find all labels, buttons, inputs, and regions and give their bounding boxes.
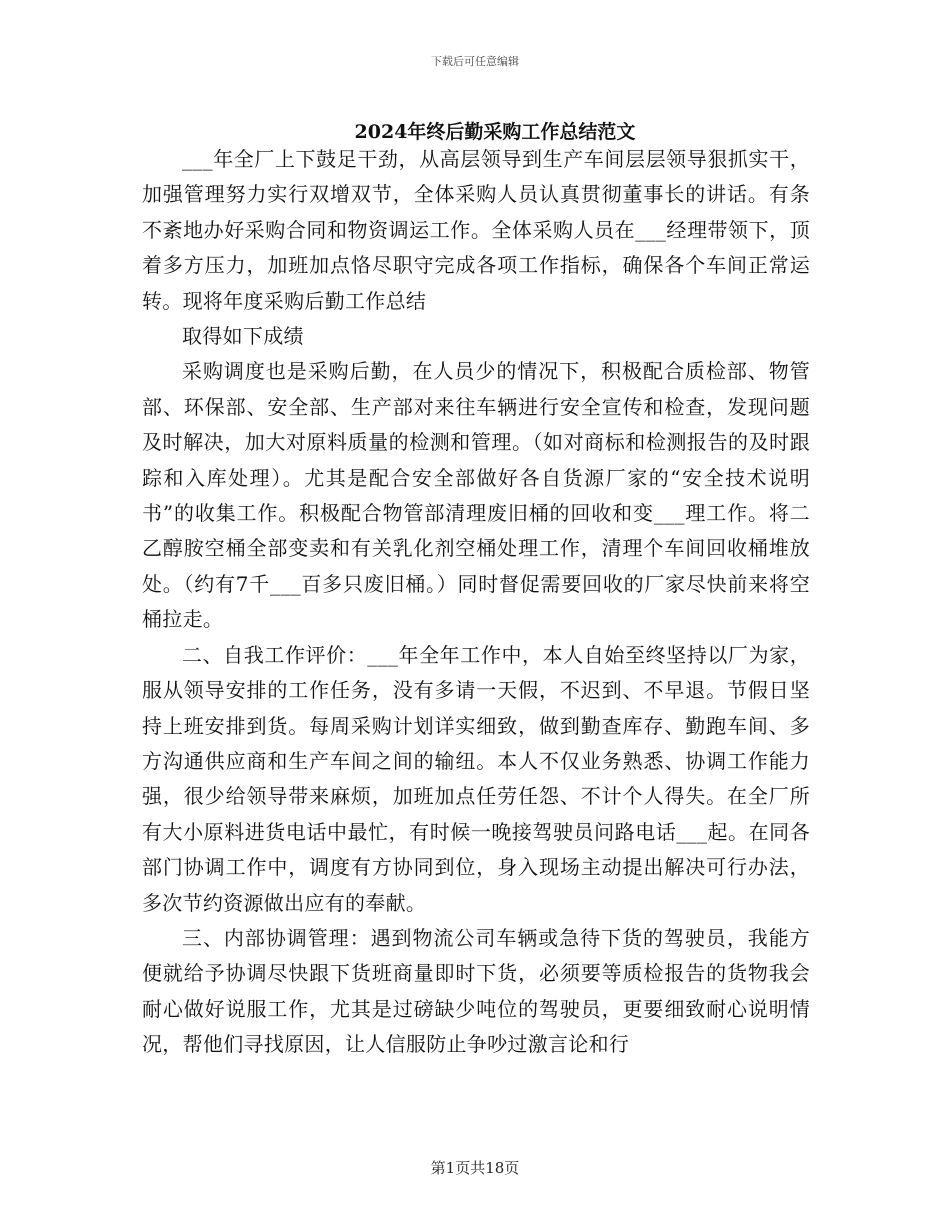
paragraph-internal-coordination: 三、内部协调管理：遇到物流公司车辆或急待下货的驾驶员，我能方便就给予协调尽快跟下货班商量即时下货，必须要等质检报告的货物我会耐心做好说服工作，尤其是过磅缺少吨位的驾驶员，更要细致耐心说明情况，帮他们寻找原因，让人信服防止争吵过激言论和行 (142, 925, 810, 1057)
paragraph-self-evaluation: 二、自我工作评价：___年全年工作中，本人自始至终坚持以厂为家，服从领导安排的工作任务，没有多请一天假，不迟到、不早退。节假日坚持上班安排到货。每周采购计划详实细致，做到勤查库存、勤跑车间、多方沟通供应商和生产车间之间的输纽。本人不仅业务熟悉、协调工作能力强，很少给领导带来麻烦，加班加点任劳任怨、不计个人得失。在全厂所有大小原料进货电话中最忙，有时候一晚接驾驶员问路电话___起。在同各部门协调工作中，调度有方协同到位，身入现场主动提出解决可行办法，多次节约资源做出应有的奉献。 (142, 642, 810, 915)
paragraph-intro: ___年全厂上下鼓足干劲，从高层领导到生产车间层层领导狠抓实干，加强管理努力实行双增双节，全体采购人员认真贯彻董事长的讲话。有条不紊地办好采购合同和物资调运工作。全体采购人员在___经理带领下，顶着多方压力，加班加点恪尽职守完成各项工作指标，确保各个车间正常运转。现将年度采购后勤工作总结 (142, 147, 810, 313)
paragraph-procurement-dispatch: 采购调度也是采购后勤，在人员少的情况下，积极配合质检部、物管部、环保部、安全部、生产部对来往车辆进行安全宣传和检查，发现问题及时解决，加大对原料质量的检测和管理。（如对商标和检测报告的及时跟踪和入库处理）。尤其是配合安全部做好各自货源厂家的“安全技术说明书”的收集工作。积极配合物管部清理废旧桶的回收和变___理工作。将二乙醇胺空桶全部变卖和有关乳化剂空桶处理工作，清理个车间回收桶堆放处。（约有7千___百多只废旧桶。）同时督促需要回收的厂家尽快前来将空桶拉走。 (142, 359, 810, 632)
document-body (142, 142, 810, 1063)
page-header-note: 下载后可任意编辑 (431, 55, 519, 68)
document-title: 2024年终后勤采购工作总结范文 (354, 121, 636, 143)
paragraph-results-heading: 取得如下成绩 (182, 324, 304, 349)
page-number: 第1页共18页 (430, 1159, 520, 1177)
